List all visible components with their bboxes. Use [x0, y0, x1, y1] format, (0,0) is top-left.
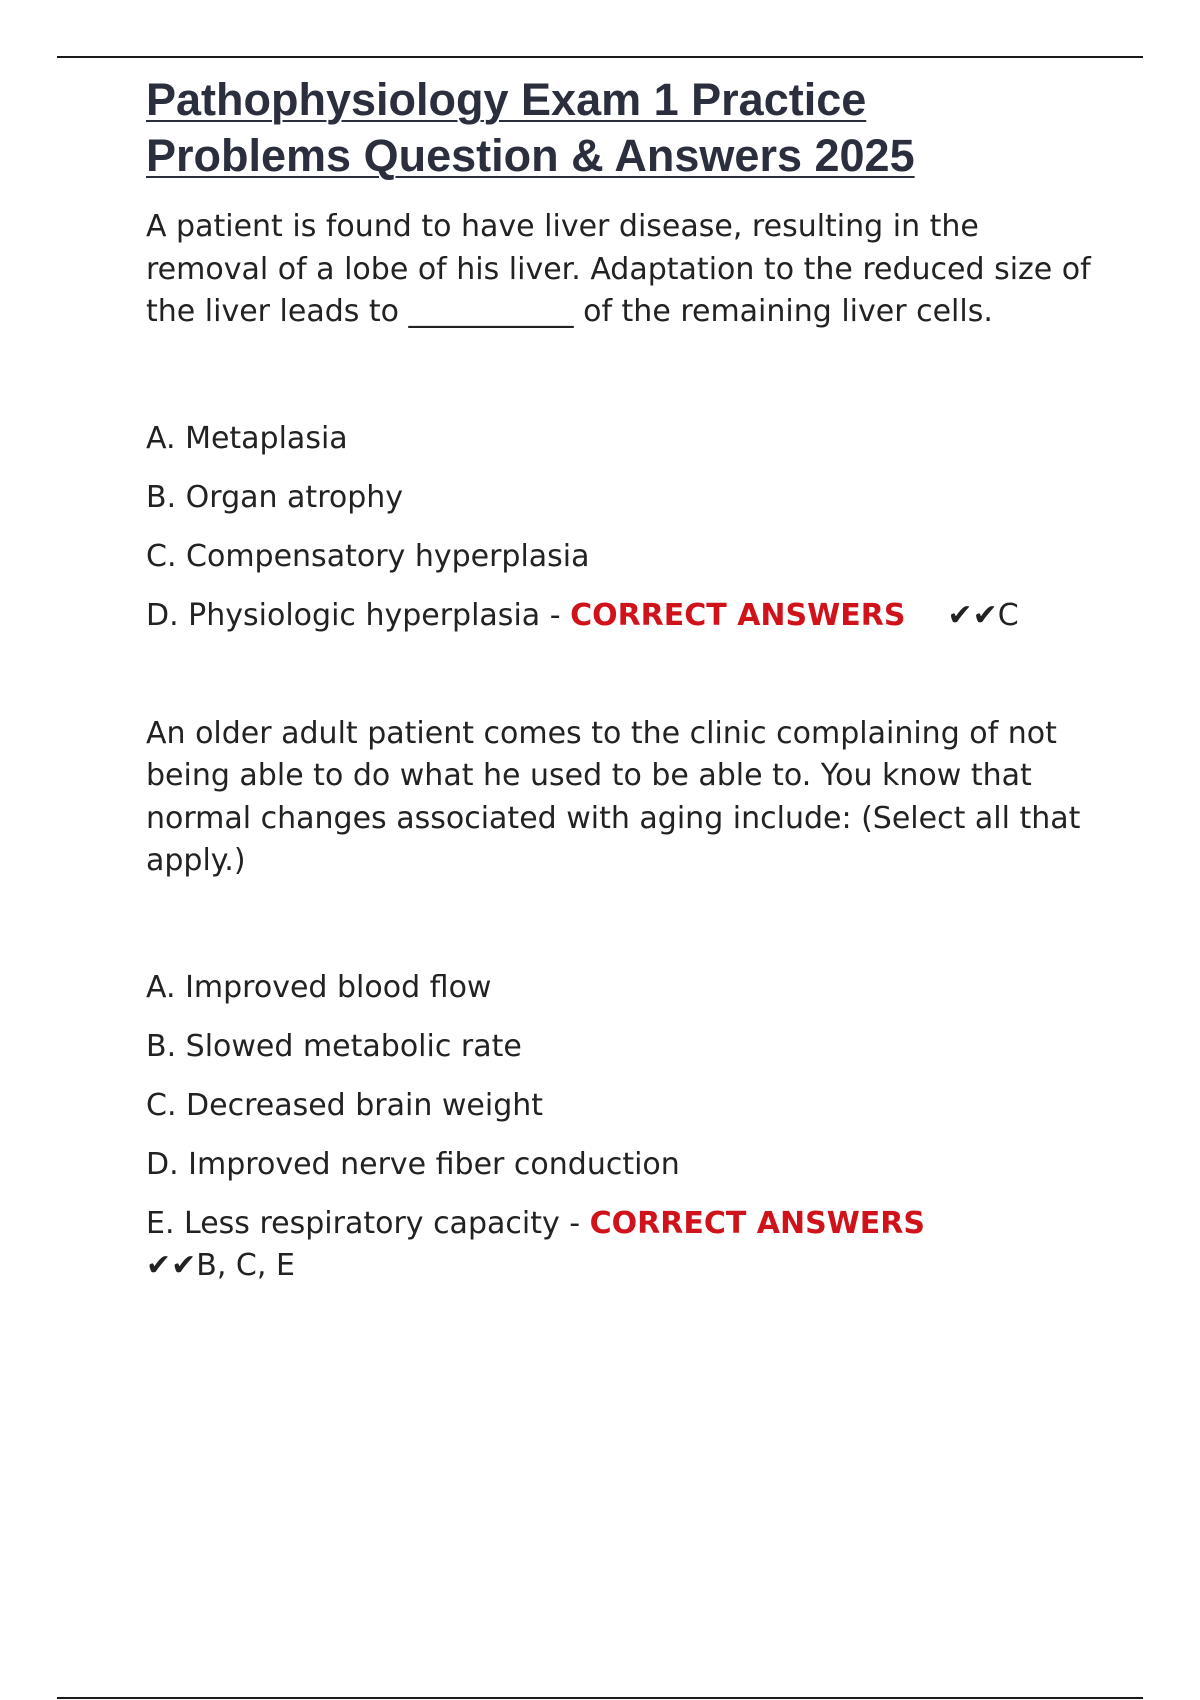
- document-title: Pathophysiology Exam 1 Practice Problems Question & Answers 2025: [146, 74, 915, 181]
- question-2-options: [146, 967, 1096, 1287]
- question-1-option-a: A. Metaplasia: [146, 420, 348, 456]
- question-2-answer-label: CORRECT ANSWERS: [589, 1205, 925, 1241]
- question-1-option-d: [146, 595, 1096, 637]
- question-2-option-a: A. Improved blood flow: [146, 969, 492, 1005]
- question-2-option-d: D. Improved nerve fiber conduction: [146, 1146, 680, 1182]
- question-2-option-c: C. Decreased brain weight: [146, 1087, 544, 1123]
- question-2-option-b: B. Slowed metabolic rate: [146, 1028, 522, 1064]
- question-2-stem: An older adult patient comes to the clinic complaining of not being able to do what he used to be able to. You know that normal changes associated with aging include: (Select all that apply.): [146, 715, 1081, 878]
- question-1-options: [146, 418, 1096, 637]
- question-1-option-c: C. Compensatory hyperplasia: [146, 538, 590, 574]
- question-1-option-d-text: D. Physiologic hyperplasia -: [146, 597, 571, 633]
- question-1-stem: A patient is found to have liver disease, resulting in the removal of a lobe of his liver. Adaptation to the reduced size of the liver leads to ___________ of the remaining liver cells.: [146, 209, 1091, 329]
- top-rule: [57, 56, 1143, 58]
- bottom-rule: [57, 1697, 1143, 1699]
- question-1-answer-label: CORRECT ANSWERS: [570, 597, 906, 633]
- question-2-answer-value: ✔✔B, C, E: [146, 1247, 295, 1283]
- question-2-option-e: [146, 1203, 1096, 1287]
- question-1-answer-value: ✔✔C: [947, 597, 1019, 633]
- question-2-option-e-text: E. Less respiratory capacity -: [146, 1205, 590, 1241]
- question-1-option-b: B. Organ atrophy: [146, 479, 404, 515]
- page-content: [146, 72, 1096, 1287]
